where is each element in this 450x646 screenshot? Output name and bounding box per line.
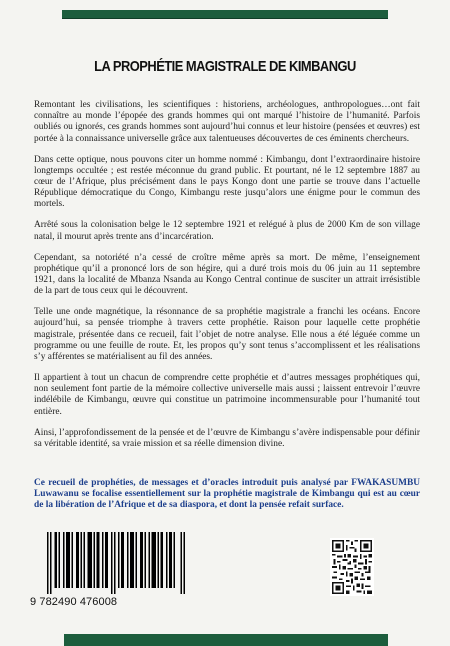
paragraph-6: Il appartient à tout un chacun de comprendre cette prophétie et d’autres messages prophétiques qui, non seulement font partie de la mémoire collective universelle mais aussi ; laissent entrevoir l’œuvre indélébile de Kimbangu, œuvre qui constitue un patrimoine incommensurable pour l’humanité tout entière. [34,373,420,417]
page-title: LA PROPHÉTIE MAGISTRALE DE KIMBANGU [94,58,356,75]
back-cover-text [34,100,420,460]
paragraph-7: Ainsi, l’approfondissement de la pensée et de l’œuvre de Kimbangu s’avère indispensable pour définir sa véritable identité, sa vraie mission et sa réelle dimension divine. [34,427,420,449]
paragraph-2: Dans cette optique, nous pouvons citer un homme nommé : Kimbangu, dont l’extraordinaire histoire longtemps occultée ; est restée méconnue du grand public. Et pourtant, né le 12 septembre 1887 au cœur de l’Afrique, plus précisément dans le pays Kongo dont une partie se trouve dans l’actuelle République démocratique du Congo, Kimbangu reste jusqu’alors une énigme pour le commun des mortels. [34,154,420,210]
paragraph-4: Cependant, sa notoriété n’a cessé de croître même après sa mort. De même, l’enseignement prophétique qu’il a prononcé lors de son hégire, qui a duré trois mois du 06 juin au 11 septembre 1921, dans la localité de Mbanza Nsanda au Kongo Central continue de susciter un attrait irrésistible de la part de tous ceux qui le découvrent. [34,252,420,297]
summary-blurb: Ce recueil de prophéties, de messages et d’oracles introduit puis analysé par FWAKASUMBU Luwawanu se focalise essentiellement sur la prophétie magistrale de Kimbangu qui est au cœur de la libération de l’Afrique et de sa diaspora, et dont la pensée refait surface. [34,478,420,511]
isbn-barcode [30,532,192,620]
qr-code [330,538,374,596]
barcode-icon [47,532,185,594]
bottom-color-band [64,634,388,646]
qr-code-icon [330,538,374,596]
paragraph-3: Arrêté sous la colonisation belge le 12 septembre 1921 et relégué à plus de 2000 Km de son village natal, il mourut après trente ans d’incarcération. [34,220,420,242]
paragraph-5: Telle une onde magnétique, la résonnance de sa prophétie magistrale a franchi les océans. Encore aujourd’hui, sa pensée triomphe à travers cette prophétie. Raison pour laquelle cette prophétie magistrale, présentée dans ce recueil, fait l’objet de notre analyse. Elle nous a été léguée comme un programme ou une feuille de route. Et, les propos qu’y sont tenus s’accomplissent et les réalisations s’y afférentes se matérialisent au fil des années. [34,307,420,363]
isbn-number: 9 782490 476008 [30,596,118,608]
paragraph-1: Remontant les civilisations, les scientifiques : historiens, archéologues, anthropologues…ont fait connaître au monde l’épopée des grands hommes qui ont marqué l’histoire de l’humanité. Parfois oubliés ou ignorés, ces grands hommes sont aujourd’hui connus et leur histoire (pensées et œuvres) est portée à la connaissance universelle grâce aux talentueuses découvertes de ces éminents chercheurs. [34,100,420,144]
top-color-band [62,10,388,19]
